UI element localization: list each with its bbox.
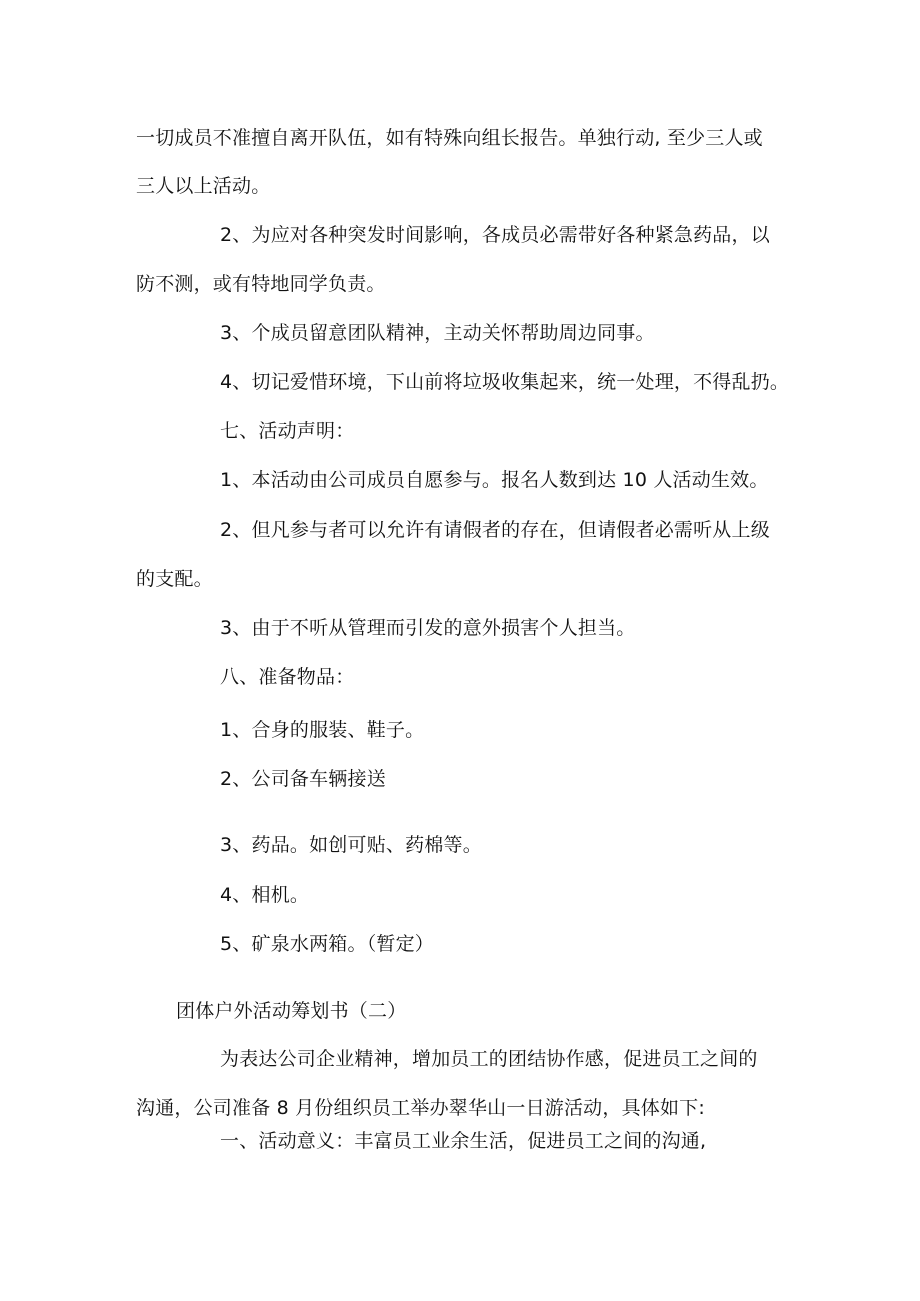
section-heading: 七、活动声明：: [220, 420, 355, 442]
list-item: 3、药品。如创可贴、药棉等。: [220, 834, 482, 856]
paragraph-line: 3、个成员留意团队精神，主动关怀帮助周边同事。: [220, 322, 655, 344]
list-item: 2、公司备车辆接送: [220, 768, 386, 790]
list-item: 5、矿泉水两箱。（暂定）: [220, 933, 434, 955]
paragraph-line: 3、由于不听从管理而引发的意外损害个人担当。: [220, 617, 636, 639]
document-title: 团体户外活动筹划书（二）: [176, 1000, 407, 1022]
paragraph-line: 三人以上活动。: [136, 175, 271, 197]
paragraph-line: 4、切记爱惜环境，下山前将垃圾收集起来，统一处理，不得乱扔。: [220, 371, 790, 393]
section-heading: 八、准备物品：: [220, 666, 355, 688]
list-item: 1、合身的服装、鞋子。: [220, 719, 425, 741]
paragraph-line: 2、为应对各种突发时间影响，各成员必需带好各种紧急药品，以: [220, 224, 770, 246]
paragraph-line: 的支配。: [136, 568, 213, 590]
paragraph-line: 一、活动意义：丰富员工业余生活，促进员工之间的沟通,: [220, 1130, 707, 1152]
paragraph-line: 沟通，公司准备 8 月份组织员工举办翠华山一日游活动，具体如下:: [136, 1097, 705, 1119]
paragraph-line: 为表达公司企业精神，增加员工的团结协作感，促进员工之间的: [220, 1048, 758, 1070]
paragraph-line: 1、本活动由公司成员自愿参与。报名人数到达 10 人活动生效。: [220, 469, 769, 491]
paragraph-line: 2、但凡参与者可以允许有请假者的存在，但请假者必需听从上级: [220, 519, 770, 541]
paragraph-line: 防不测，或有特地同学负责。: [136, 273, 386, 295]
paragraph-line: 一切成员不准擅自离开队伍，如有特殊向组长报告。单独行动, 至少三人或: [136, 127, 763, 149]
list-item: 4、相机。: [220, 884, 310, 906]
